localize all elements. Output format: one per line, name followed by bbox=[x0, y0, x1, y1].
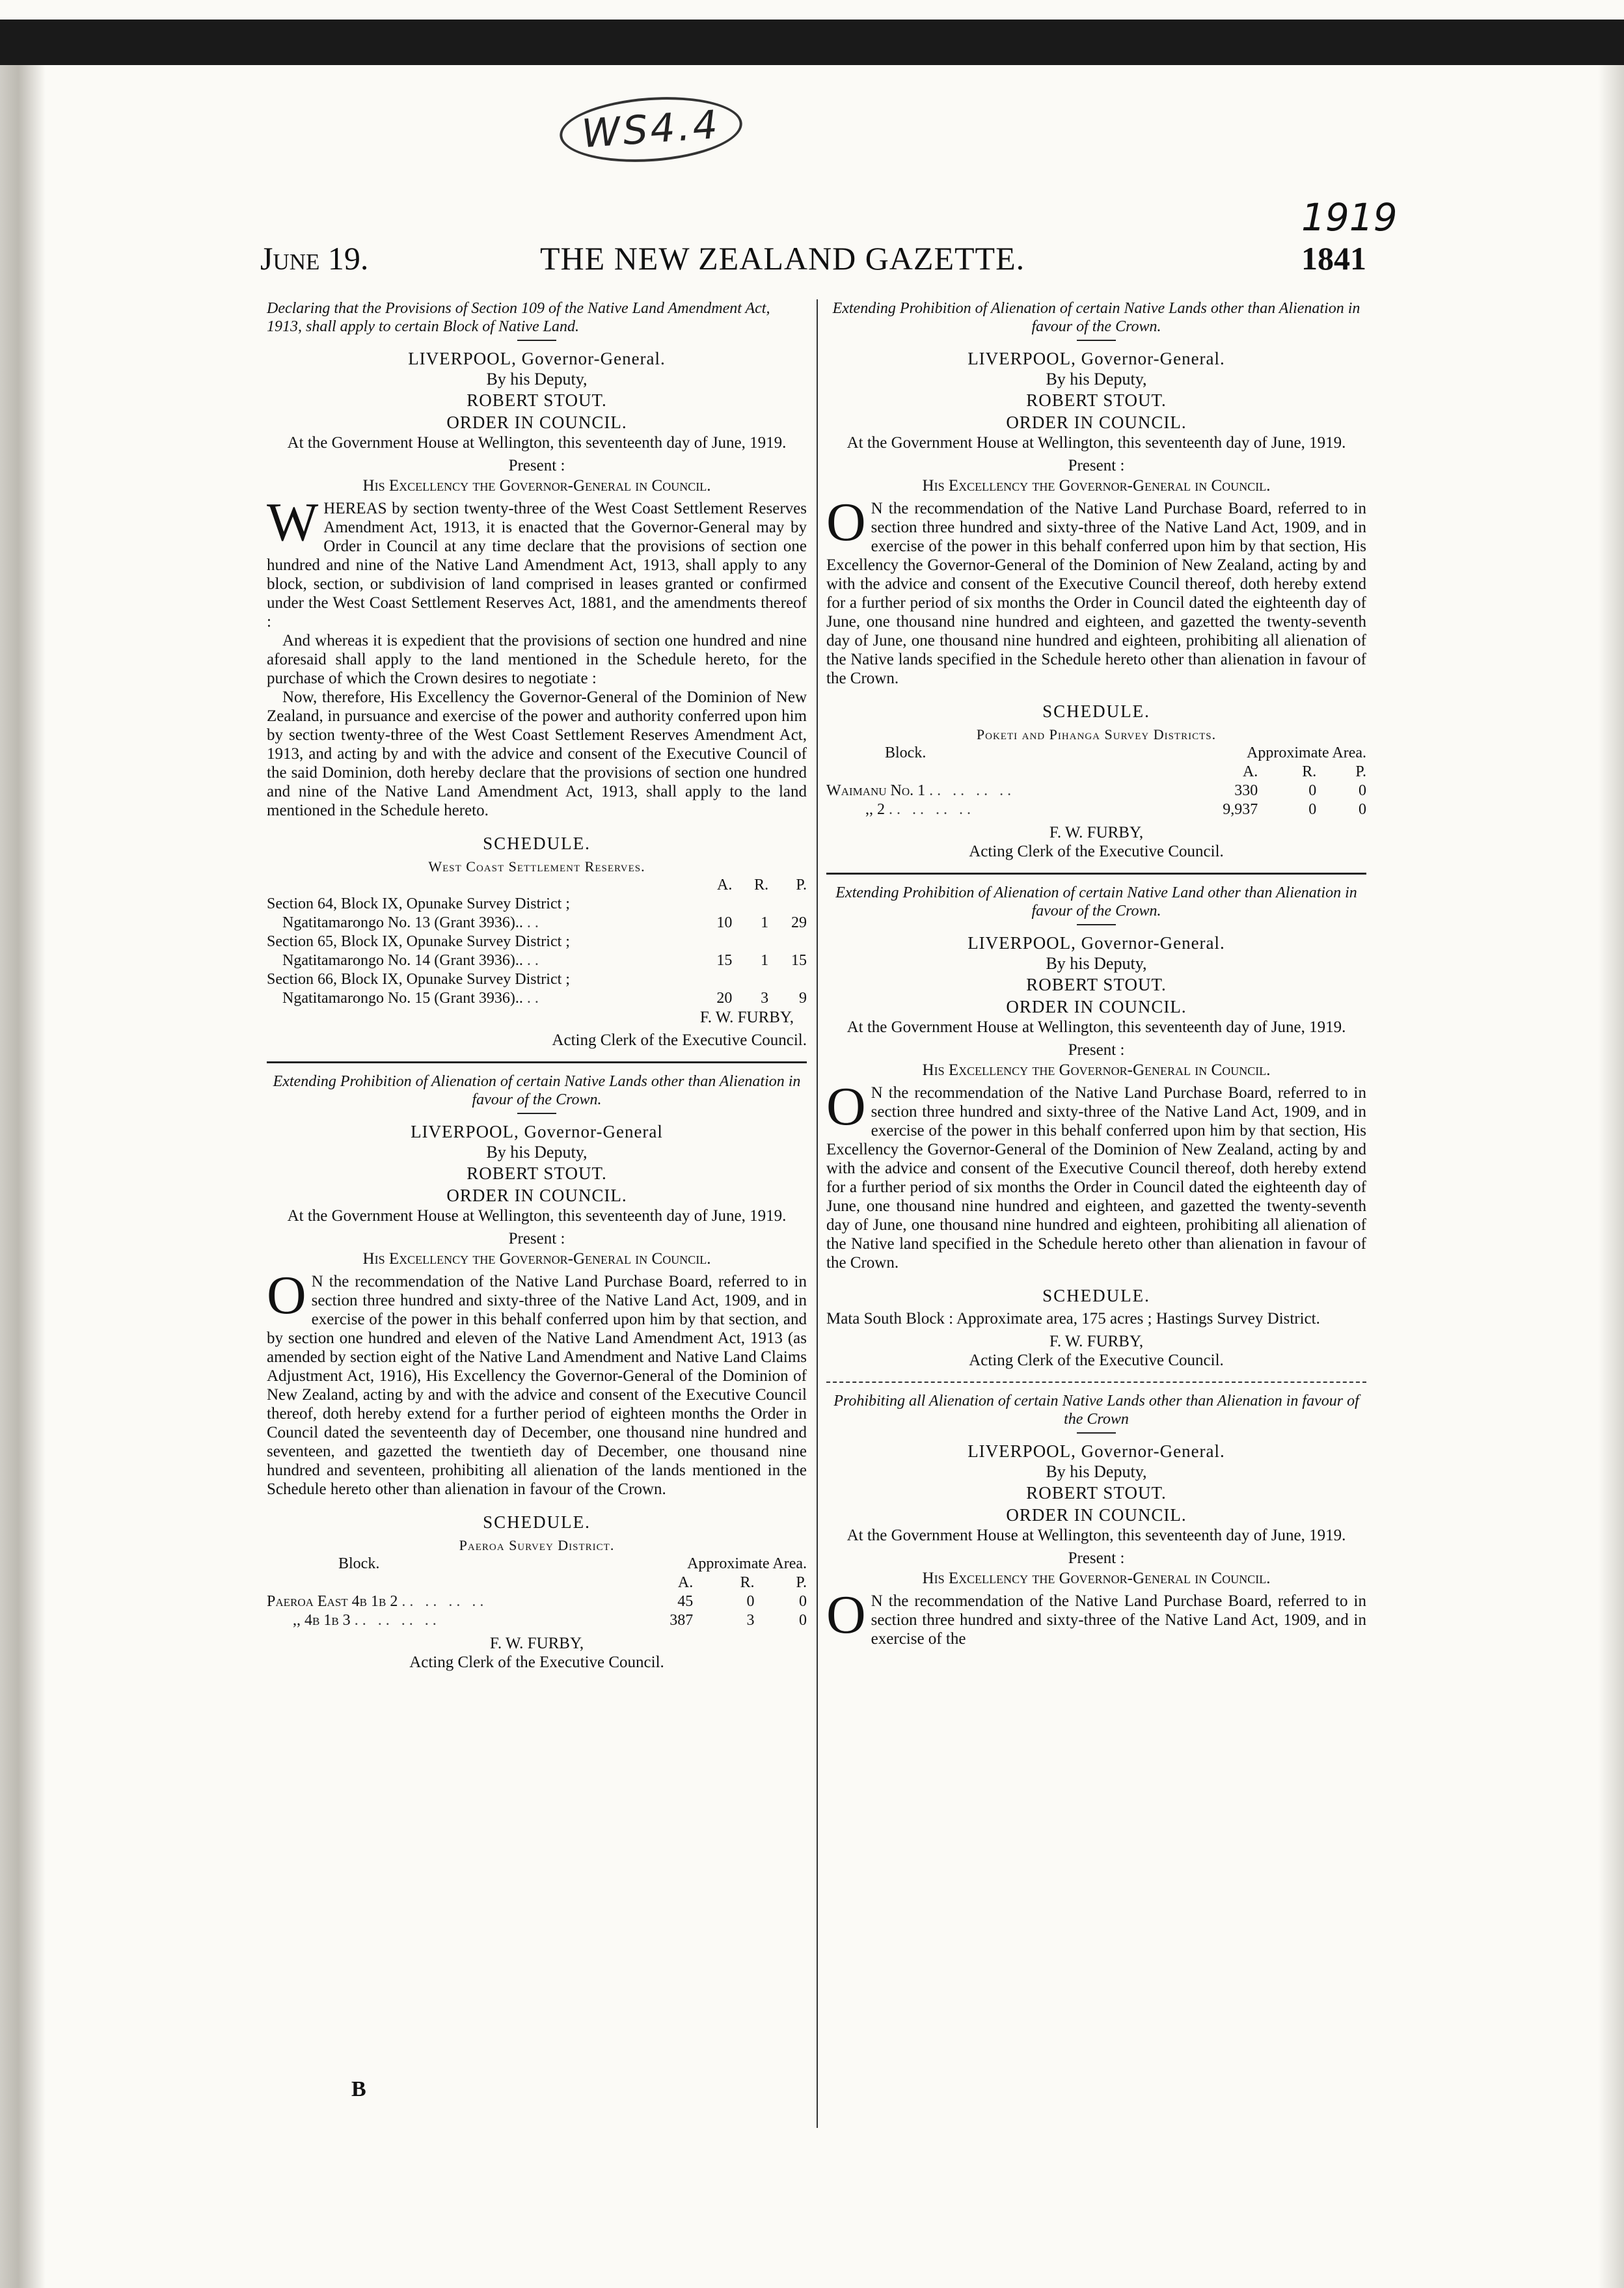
table-row bbox=[267, 970, 807, 989]
scan-left-edge bbox=[0, 65, 46, 2288]
body-paragraph bbox=[826, 1585, 1366, 1648]
gazette-title: THE NEW ZEALAND GAZETTE. bbox=[540, 240, 1025, 277]
drop-cap: W bbox=[267, 492, 319, 552]
notice-heading: Extending Prohibition of Alienation of certain Native Lands other than Alienation in favour of the Crown. bbox=[273, 1073, 801, 1108]
row-block: Waimanu No. 1 bbox=[826, 782, 926, 799]
excellency-line: His Excellency the Governor-General in Council. bbox=[922, 1061, 1271, 1079]
issue-date: June 19. bbox=[260, 240, 369, 277]
row-leader: .. bbox=[526, 990, 543, 1007]
table-row bbox=[267, 951, 807, 970]
row-leader: .. .. .. .. bbox=[929, 782, 1016, 799]
row-roods: 3 bbox=[746, 1612, 755, 1629]
table-row bbox=[826, 782, 1366, 800]
dash-rule bbox=[1077, 924, 1116, 925]
clerk-name: F. W. FURBY, bbox=[1049, 824, 1144, 841]
row-roods: 3 bbox=[761, 990, 769, 1007]
present-label: Present : bbox=[508, 1230, 565, 1247]
col-perches: P. bbox=[1355, 763, 1366, 780]
row-section: Section 65, Block IX, Opunake Survey District ; bbox=[267, 933, 570, 950]
drop-cap: O bbox=[826, 1585, 866, 1645]
table-row bbox=[267, 1592, 807, 1611]
notice-paeroa bbox=[267, 1072, 807, 1672]
place-date: At the Government House at Wellington, this seventeenth day of June, 1919. bbox=[287, 434, 787, 452]
col-roods: R. bbox=[740, 1574, 755, 1591]
governor-line: LIVERPOOL, Governor-General bbox=[411, 1122, 663, 1141]
governor-line: LIVERPOOL, Governor-General. bbox=[968, 1441, 1225, 1461]
notice-heading: Extending Prohibition of Alienation of certain Native Lands other than Alienation in favour of the Crown. bbox=[832, 300, 1360, 335]
deputy-name: ROBERT STOUT. bbox=[467, 1164, 607, 1183]
right-column bbox=[826, 299, 1366, 1648]
table-header-row bbox=[826, 744, 1366, 763]
row-acres: 10 bbox=[716, 914, 733, 931]
notice-heading: Declaring that the Provisions of Section 109 of the Native Land Amendment Act, 1913, shall apply to certain Block of Native Land. bbox=[267, 300, 770, 335]
col-block: Block. bbox=[885, 744, 927, 761]
col-area: Approximate Area. bbox=[1247, 744, 1366, 761]
column-rule bbox=[817, 299, 818, 2128]
body-text: N the recommendation of the Native Land Purchase Board, referred to in section three hundred and sixty-three of the Native Land Act, 1909, and in exercise of the power in this behalf conferred upon him by that section, His Excellency the Governor-General of the Dominion of New Zealand, acting by and with the advice and consent of the Executive Council thereof, doth hereby extend for a further period of six months the Order in Council dated the eighteenth day of June, one thousand nine hundred and eighteen, and gazetted the twenty-seventh day of June, one thousand nine hundred and eighteen, prohibiting all alienation of the Native land specified in the Schedule hereto other than alienation in favour of the Crown. bbox=[826, 1084, 1366, 1272]
schedule-table bbox=[826, 744, 1366, 819]
excellency-line: His Excellency the Governor-General in Council. bbox=[922, 477, 1271, 495]
table-row bbox=[267, 895, 807, 914]
notice-heading: Prohibiting all Alienation of certain Native Lands other than Alienation in favour of the Crown bbox=[833, 1393, 1359, 1428]
row-section: Section 64, Block IX, Opunake Survey District ; bbox=[267, 895, 570, 912]
schedule-text: Mata South Block : Approximate area, 175 acres ; Hastings Survey District. bbox=[826, 1310, 1320, 1328]
col-area: Approximate Area. bbox=[687, 1555, 807, 1572]
dash-rule bbox=[1077, 1432, 1116, 1434]
row-roods: 0 bbox=[746, 1593, 755, 1610]
deputy-name: ROBERT STOUT. bbox=[1026, 390, 1167, 410]
table-row bbox=[267, 914, 807, 933]
deputy-line: By his Deputy, bbox=[1046, 1462, 1147, 1481]
order-line: ORDER IN COUNCIL. bbox=[1006, 413, 1187, 432]
row-perches: 0 bbox=[1359, 782, 1366, 799]
schedule-table bbox=[267, 876, 807, 1008]
row-perches: 29 bbox=[791, 914, 807, 931]
row-perches: 0 bbox=[799, 1612, 807, 1629]
body-text: N the recommendation of the Native Land Purchase Board, referred to in section three hundred and sixty-three of the Native Land Act, 1909, and in exercise of the power in this behalf conferred upon him by that section, and by section one hundred and eleven of the Native Land Amendment Act, 1913 (as amended by section eight of the Native Land Amendment and Native Land Claims Adjustment Act, 1916), His Excellency the Governor-General of the Dominion of New Zealand, acting by and with the advice and consent of the Executive Council thereof, doth hereby extend for a further period of eighteen months the Order in Council dated the seventeenth day of December, one thousand nine hundred and seventeen, and gazetted the twentieth day of December, one thousand nine hundred and seventeen, prohibiting all alienation of the lands mentioned in the Schedule hereto other than alienation in favour of the Crown. bbox=[267, 1273, 807, 1498]
row-leader: .. .. .. .. bbox=[401, 1593, 488, 1610]
row-block: Ngatitamarongo No. 15 (Grant 3936).. bbox=[282, 990, 523, 1007]
deputy-line: By his Deputy, bbox=[486, 370, 588, 388]
schedule-district: Paeroa Survey District. bbox=[459, 1537, 615, 1553]
table-row bbox=[267, 933, 807, 951]
row-block: ,, 4b 1b 3 bbox=[293, 1612, 351, 1629]
dash-rule bbox=[1077, 340, 1116, 341]
deputy-name: ROBERT STOUT. bbox=[1026, 1483, 1167, 1503]
col-roods: R. bbox=[754, 877, 769, 893]
deputy-name: ROBERT STOUT. bbox=[1026, 975, 1167, 994]
row-block: Paeroa East 4b 1b 2 bbox=[267, 1593, 398, 1610]
section-separator bbox=[267, 1061, 807, 1063]
excellency-line: His Excellency the Governor-General in Council. bbox=[362, 477, 711, 495]
deputy-line: By his Deputy, bbox=[1046, 370, 1147, 388]
schedule-title: SCHEDULE. bbox=[1042, 701, 1150, 721]
clerk-name: F. W. FURBY, bbox=[1049, 1333, 1144, 1350]
drop-cap: O bbox=[826, 1076, 866, 1137]
row-roods: 0 bbox=[1308, 801, 1317, 818]
place-date: At the Government House at Wellington, this seventeenth day of June, 1919. bbox=[287, 1207, 787, 1225]
dash-rule bbox=[517, 1113, 556, 1114]
table-row bbox=[267, 1611, 807, 1630]
clerk-title: Acting Clerk of the Executive Council. bbox=[969, 843, 1224, 860]
handwritten-stamp: WS4.4 bbox=[558, 91, 744, 167]
excellency-line: His Excellency the Governor-General in Council. bbox=[362, 1250, 711, 1268]
table-header-row bbox=[267, 876, 807, 895]
drop-cap: O bbox=[267, 1265, 306, 1326]
drop-cap: O bbox=[826, 492, 866, 552]
scan-top-border bbox=[0, 20, 1624, 65]
scan-right-edge bbox=[1598, 65, 1624, 2288]
table-row bbox=[267, 989, 807, 1008]
order-line: ORDER IN COUNCIL. bbox=[446, 413, 627, 432]
table-row bbox=[826, 800, 1366, 819]
deputy-name: ROBERT STOUT. bbox=[467, 390, 607, 410]
present-label: Present : bbox=[1068, 457, 1125, 474]
schedule-district: Poketi and Pihanga Survey Districts. bbox=[976, 726, 1217, 742]
clerk-title: Acting Clerk of the Executive Council. bbox=[552, 1031, 807, 1049]
row-acres: 45 bbox=[677, 1593, 694, 1610]
body-paragraph: And whereas it is expedient that the provisions of section one hundred and nine aforesaid shall apply to the land mentioned in the Schedule hereto, for the purchase of which the Crown desires to negotiate : bbox=[267, 632, 807, 687]
body-text: N the recommendation of the Native Land Purchase Board, referred to in section three hundred and sixty-three of the Native Land Act, 1909, and in exercise of the power in this behalf conferred upon him by that section, His Excellency the Governor-General of the Dominion of New Zealand, acting by and with the advice and consent of the Executive Council thereof, doth hereby extend for a further period of six months the Order in Council dated the eighteenth day of June, one thousand nine hundred and eighteen, and gazetted the twenty-seventh day of June, one thousand nine hundred and eighteen, prohibiting all alienation of the Native lands specified in the Schedule hereto other than alienation in favour of the Crown. bbox=[826, 500, 1366, 687]
row-leader: .. .. .. .. bbox=[354, 1612, 440, 1629]
col-block: Block. bbox=[338, 1555, 380, 1572]
row-acres: 387 bbox=[670, 1612, 694, 1629]
body-paragraph bbox=[826, 492, 1366, 688]
governor-line: LIVERPOOL, Governor-General. bbox=[968, 349, 1225, 368]
row-acres: 9,937 bbox=[1223, 801, 1258, 818]
present-label: Present : bbox=[1068, 1549, 1125, 1567]
row-roods: 1 bbox=[761, 914, 769, 931]
table-header-row bbox=[267, 1555, 807, 1573]
schedule-district: West Coast Settlement Reserves. bbox=[428, 858, 645, 875]
row-leader: .. .. .. .. bbox=[889, 801, 975, 818]
governor-line: LIVERPOOL, Governor-General. bbox=[408, 349, 666, 368]
clerk-name: F. W. FURBY, bbox=[489, 1635, 584, 1652]
row-leader: .. bbox=[526, 914, 543, 931]
deputy-line: By his Deputy, bbox=[1046, 954, 1147, 973]
signature-mark: B bbox=[351, 2077, 366, 2101]
row-perches: 0 bbox=[1359, 801, 1366, 818]
col-acres: A. bbox=[1242, 763, 1258, 780]
row-section: Section 66, Block IX, Opunake Survey District ; bbox=[267, 971, 570, 988]
row-roods: 1 bbox=[761, 952, 769, 969]
body-paragraph bbox=[267, 1265, 807, 1499]
page-number: 1841 bbox=[1301, 240, 1366, 277]
notice-waimanu bbox=[826, 299, 1366, 861]
body-paragraph bbox=[826, 1076, 1366, 1272]
deputy-line: By his Deputy, bbox=[486, 1143, 588, 1162]
place-date: At the Government House at Wellington, this seventeenth day of June, 1919. bbox=[846, 434, 1346, 452]
clerk-title: Acting Clerk of the Executive Council. bbox=[409, 1654, 664, 1671]
left-column bbox=[267, 299, 807, 1672]
col-perches: P. bbox=[796, 877, 807, 893]
body-text: HEREAS by section twenty-three of the West Coast Settlement Reserves Amendment Act, 1913, it is enacted that the Governor-General may by Order in Council at any time declare that the provisions of section one hundred and nine of the Native Land Amendment Act, 1913, shall apply to any block, section, or subdivision of land comprised in leases granted or confirmed under the West Coast Settlement Reserves Act, 1881, and the amendments thereof : bbox=[267, 500, 807, 631]
body-text: N the recommendation of the Native Land Purchase Board, referred to in section three hundred and sixty-three of the Native Land Act, 1909, and in exercise of the bbox=[871, 1592, 1366, 1648]
row-acres: 330 bbox=[1234, 782, 1258, 799]
place-date: At the Government House at Wellington, this seventeenth day of June, 1919. bbox=[846, 1018, 1346, 1036]
row-perches: 15 bbox=[791, 952, 807, 969]
clerk-name: F. W. FURBY, bbox=[699, 1009, 794, 1026]
notice-section-109 bbox=[267, 299, 807, 1050]
row-leader: .. bbox=[526, 952, 543, 969]
place-date: At the Government House at Wellington, this seventeenth day of June, 1919. bbox=[846, 1527, 1346, 1544]
row-block: Ngatitamarongo No. 13 (Grant 3936).. bbox=[282, 914, 523, 931]
row-block: ,, 2 bbox=[865, 801, 885, 818]
notice-prohibiting bbox=[826, 1392, 1366, 1648]
row-perches: 0 bbox=[799, 1593, 807, 1610]
present-label: Present : bbox=[1068, 1041, 1125, 1059]
row-block: Ngatitamarongo No. 14 (Grant 3936).. bbox=[282, 952, 523, 969]
schedule-title: SCHEDULE. bbox=[1042, 1286, 1150, 1305]
body-paragraph bbox=[267, 492, 807, 631]
schedule-table bbox=[267, 1555, 807, 1630]
notice-mata-south bbox=[826, 884, 1366, 1370]
dash-rule bbox=[517, 340, 556, 341]
excellency-line: His Excellency the Governor-General in Council. bbox=[922, 1570, 1271, 1587]
order-line: ORDER IN COUNCIL. bbox=[446, 1186, 627, 1205]
schedule-title: SCHEDULE. bbox=[483, 1512, 591, 1532]
order-line: ORDER IN COUNCIL. bbox=[1006, 1505, 1187, 1525]
col-perches: P. bbox=[796, 1574, 807, 1591]
row-roods: 0 bbox=[1308, 782, 1317, 799]
col-roods: R. bbox=[1302, 763, 1317, 780]
table-header-row bbox=[826, 763, 1366, 782]
section-separator bbox=[826, 873, 1366, 875]
handwritten-year: 1919 bbox=[1301, 195, 1398, 239]
notice-heading: Extending Prohibition of Alienation of certain Native Land other than Alienation in favour of the Crown. bbox=[835, 884, 1357, 919]
schedule-title: SCHEDULE. bbox=[483, 834, 591, 853]
col-acres: A. bbox=[677, 1574, 694, 1591]
table-header-row bbox=[267, 1573, 807, 1592]
gazette-header bbox=[260, 239, 1366, 285]
section-separator bbox=[826, 1382, 1366, 1383]
clerk-title: Acting Clerk of the Executive Council. bbox=[969, 1352, 1224, 1369]
row-perches: 9 bbox=[799, 990, 807, 1007]
present-label: Present : bbox=[508, 457, 565, 474]
row-acres: 15 bbox=[716, 952, 733, 969]
body-paragraph: Now, therefore, His Excellency the Governor-General of the Dominion of New Zealand, in pursuance and exercise of the power and authority conferred upon him by section twenty-three of the West Coast Settlement Reserves Amendment Act, 1913, and acting by and with the advice and consent of the Executive Council of the said Dominion, doth hereby declare that the provisions of section one hundred and nine of the Native Land Amendment Act, 1913, shall apply to the land mentioned in the Schedule hereto. bbox=[267, 688, 807, 819]
order-line: ORDER IN COUNCIL. bbox=[1006, 997, 1187, 1016]
governor-line: LIVERPOOL, Governor-General. bbox=[968, 933, 1225, 953]
col-acres: A. bbox=[717, 877, 733, 893]
row-acres: 20 bbox=[716, 990, 733, 1007]
